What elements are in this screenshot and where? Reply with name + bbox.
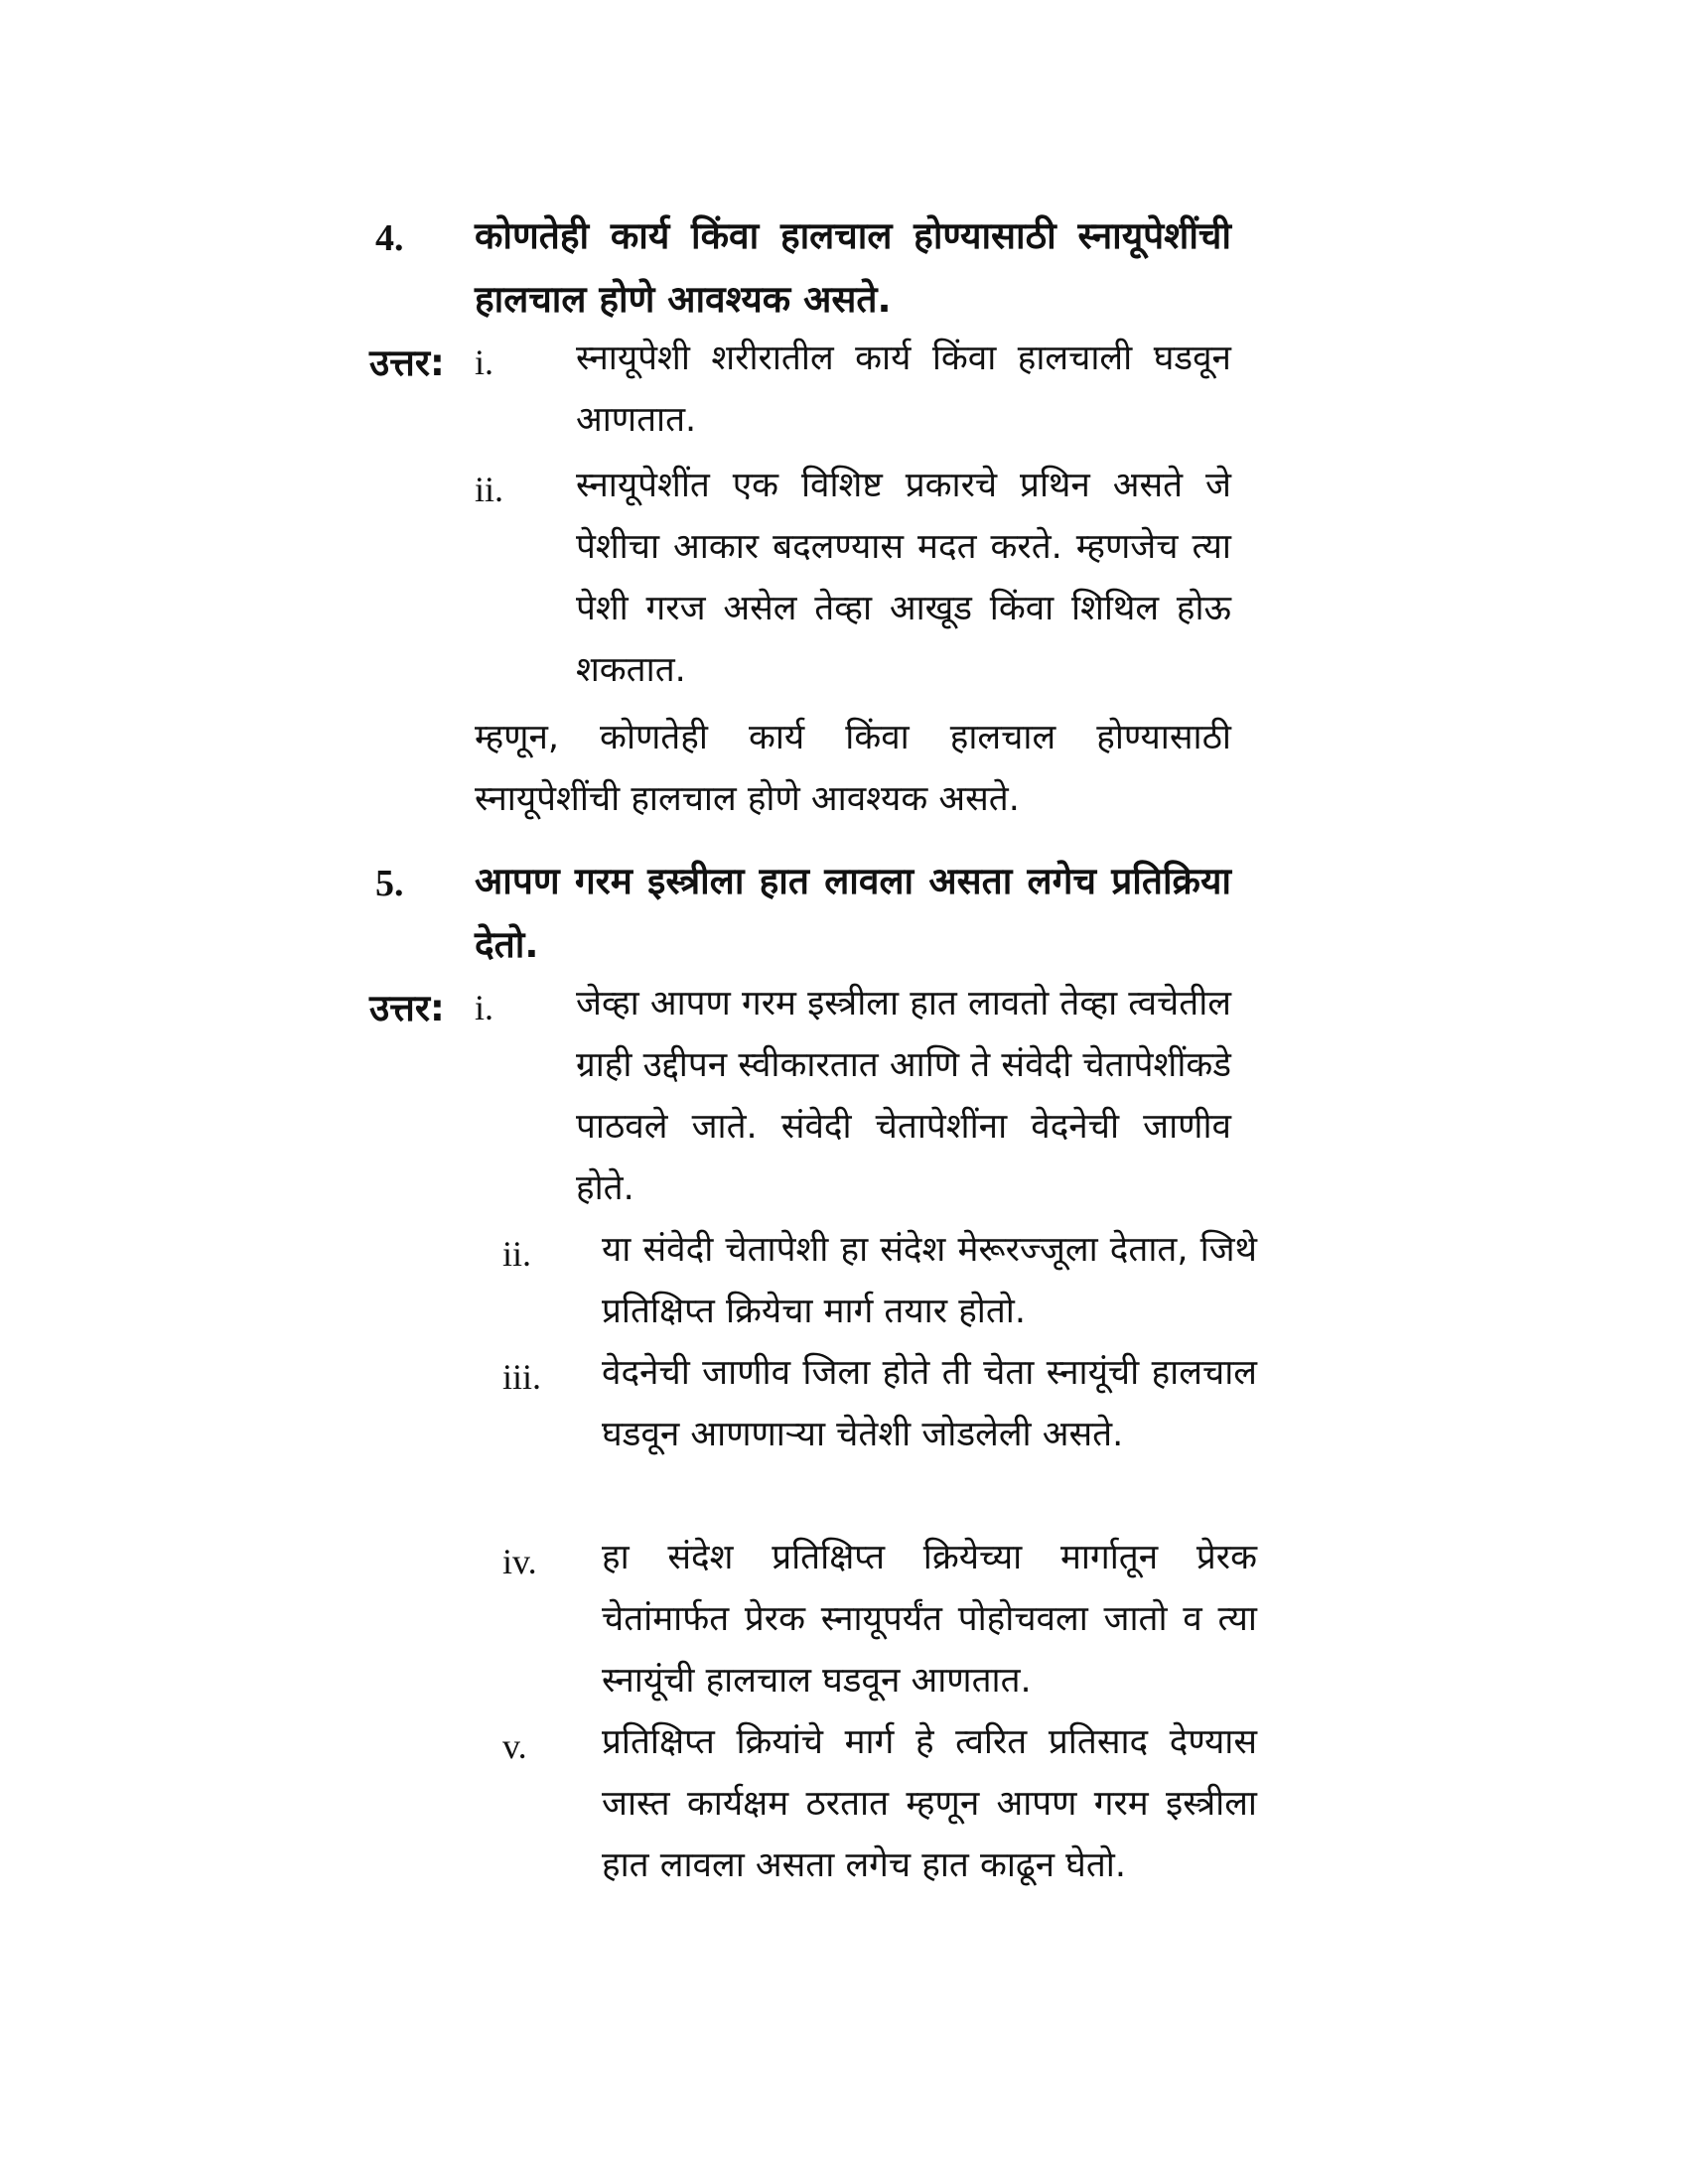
answer-point: जेव्हा आपण गरम इस्त्रीला हात लावतो तेव्हा त्वचेतील ग्राही उद्दीपन स्वीकारतात आणि ते संवेदी चेतापेशींकडे पाठवले जाते. संवेदी चेतापेशींना वेदनेची जाणीव होते.	[576, 984, 1231, 1208]
question-text: कोणतेही कार्य किंवा हालचाल होण्यासाठी स्नायूपेशींची हालचाल होणे आवश्यक असते.	[475, 214, 1231, 321]
point-number: v.	[502, 1726, 527, 1766]
question-text: आपण गरम इस्त्रीला हात लावला असता लगेच प्रतिक्रिया देतो.	[475, 860, 1231, 966]
point-number: iii.	[502, 1357, 542, 1397]
answer-point: वेदनेची जाणीव जिला होते ती चेता स्नायूंची हालचाल घडवून आणणाऱ्या चेतेशी जोडलेली असते.	[602, 1353, 1257, 1454]
question-number: 4.	[375, 217, 404, 259]
point-number: i.	[475, 342, 494, 382]
answer-point: हा संदेश प्रतिक्षिप्त क्रियेच्या मार्गातून प्रेरक चेतांमार्फत प्रेरक स्नायूपर्यंत पोहोचवला जातो व त्या स्नायूंची हालचाल घडवून आणतात.	[602, 1538, 1257, 1701]
point-number: i.	[475, 988, 494, 1027]
point-number: ii.	[475, 470, 504, 509]
answer-conclusion: म्हणून, कोणतेही कार्य किंवा हालचाल होण्यासाठी स्नायूपेशींची हालचाल होणे आवश्यक असते.	[475, 718, 1231, 819]
answer-label: उत्तर:	[369, 341, 445, 384]
point-number: iv.	[502, 1542, 537, 1581]
answer-point: स्नायूपेशी शरीरातील कार्य किंवा हालचाली घडवून आणतात.	[576, 339, 1231, 440]
answer-point: या संवेदी चेतापेशी हा संदेश मेरूरज्जूला देतात, जिथे प्रतिक्षिप्त क्रियेचा मार्ग तयार होतो.	[602, 1230, 1257, 1331]
answer-label: उत्तर:	[369, 987, 445, 1029]
answer-point: प्रतिक्षिप्त क्रियांचे मार्ग हे त्वरित प्रतिसाद देण्यास जास्त कार्यक्षम ठरतात म्हणून आपण गरम इस्त्रीला हात लावला असता लगेच हात काढून घेतो.	[602, 1722, 1257, 1885]
point-number: ii.	[502, 1234, 532, 1274]
question-number: 5.	[375, 863, 404, 904]
answer-point: स्नायूपेशींत एक विशिष्ट प्रकारचे प्रथिन असते जे पेशीचा आकार बदलण्यास मदत करते. म्हणजेच त्या पेशी गरज असेल तेव्हा आखूड किंवा शिथिल होऊ शकतात.	[576, 466, 1231, 690]
